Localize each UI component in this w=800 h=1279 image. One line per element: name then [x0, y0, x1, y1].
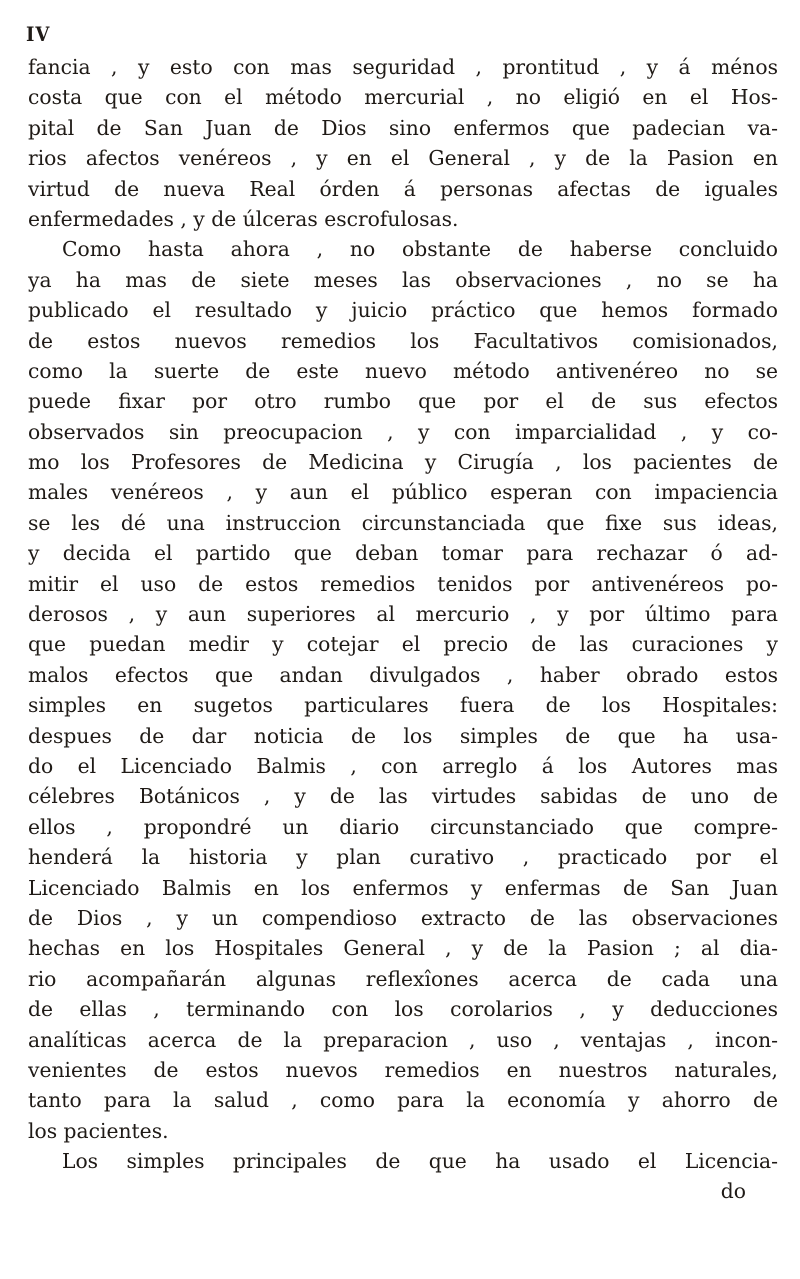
text-line: que puedan medir y cotejar el precio de las curaciones y — [28, 632, 778, 657]
text-line: Como hasta ahora , no obstante de haberse concluido — [62, 237, 778, 262]
text-line: do el Licenciado Balmis , con arreglo á los Autores mas — [28, 753, 778, 778]
text-line: célebres Botánicos , y de las virtudes sabidas de uno de — [28, 784, 778, 809]
text-line: ya ha mas de siete meses las observaciones , no se ha — [28, 267, 778, 292]
text-line: males venéreos , y aun el público esperan con impaciencia — [28, 480, 778, 505]
text-line: mitir el uso de estos remedios tenidos por antivenéreos po- — [28, 571, 778, 596]
text-line: como la suerte de este nuevo método antivenéreo no se — [28, 358, 778, 383]
text-line: derosos , y aun superiores al mercurio , y por último para — [28, 602, 778, 627]
text-line: despues de dar noticia de los simples de que ha usa- — [28, 723, 778, 748]
text-line: ellos , propondré un diario circunstanciado que compre- — [28, 814, 778, 839]
body-text — [28, 52, 778, 1207]
text-line: Los simples principales de que ha usado el Licencia- — [62, 1149, 778, 1174]
catchword: do — [720, 1179, 746, 1204]
text-line: mo los Profesores de Medicina y Cirugía , los pacientes de — [28, 450, 778, 475]
text-line: tanto para la salud , como para la economía y ahorro de — [28, 1088, 778, 1113]
text-line: pital de San Juan de Dios sino enfermos que padecian va- — [28, 115, 778, 140]
text-line: y decida el partido que deban tomar para rechazar ó ad- — [28, 541, 778, 566]
text-line: puede fixar por otro rumbo que por el de sus efectos — [28, 389, 778, 414]
text-line: observados sin preocupacion , y con imparcialidad , y co- — [28, 419, 778, 444]
page-number: IV — [26, 22, 51, 46]
text-line: fancia , y esto con mas seguridad , prontitud , y á ménos — [28, 55, 778, 79]
text-line: analíticas acerca de la preparacion , uso , ventajas , incon- — [28, 1027, 778, 1052]
text-line: venientes de estos nuevos remedios en nuestros naturales, — [28, 1057, 778, 1082]
text-line: hechas en los Hospitales General , y de la Pasion ; al dia- — [28, 936, 778, 961]
text-line: publicado el resultado y juicio práctico que hemos formado — [28, 298, 778, 323]
text-line: simples en sugetos particulares fuera de los Hospitales: — [28, 693, 778, 718]
text-line: costa que con el método mercurial , no eligió en el Hos- — [28, 85, 778, 110]
text-line: rio acompañarán algunas reflexîones acerca de cada una — [28, 966, 778, 991]
text-line: virtud de nueva Real órden á personas afectas de iguales — [28, 176, 778, 201]
text-line: Licenciado Balmis en los enfermos y enfermas de San Juan — [28, 875, 778, 900]
text-line: rios afectos venéreos , y en el General , y de la Pasion en — [28, 146, 778, 171]
text-line: de estos nuevos remedios los Facultativos comisionados, — [28, 328, 778, 353]
text-line: malos efectos que andan divulgados , haber obrado estos — [28, 662, 778, 687]
text-line: henderá la historia y plan curativo , practicado por el — [28, 845, 778, 870]
text-line: de Dios , y un compendioso extracto de las observaciones — [28, 905, 778, 930]
text-line: de ellas , terminando con los corolarios , y deducciones — [28, 997, 778, 1022]
text-line: enfermedades , y de úlceras escrofulosas. — [28, 206, 459, 231]
text-line: los pacientes. — [28, 1118, 169, 1143]
text-line: se les dé una instruccion circunstanciada que fixe sus ideas, — [28, 510, 778, 535]
